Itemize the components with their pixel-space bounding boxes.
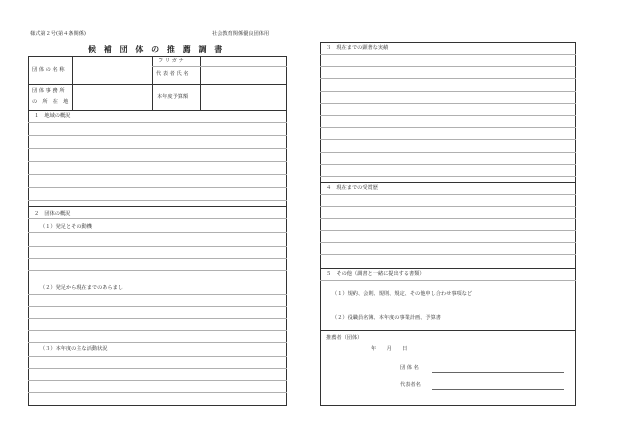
furigana-divider (152, 66, 287, 67)
info-table-row-line (28, 84, 287, 85)
subsection-activities: （３）本年度の主な活動状況 (40, 346, 108, 352)
subsection-founding: （１）発足とその動機 (40, 224, 92, 230)
section-group-overview: ２ 団体の概況 (34, 211, 71, 217)
ruled-line (28, 187, 287, 188)
info-table-row-line (28, 110, 287, 111)
ruled-line (320, 164, 576, 165)
budget-label: 本年度予算額 (157, 94, 189, 100)
section-achievements: ３ 現在までの顕著な実績 (326, 45, 389, 51)
left-form-box (28, 56, 287, 406)
ruled-line (320, 230, 576, 231)
ruled-line (320, 280, 576, 281)
ruled-line (320, 78, 576, 79)
ruled-line (28, 218, 287, 219)
ruled-line (320, 127, 576, 128)
group-name-label: 団 体 の 名 称 (32, 67, 65, 73)
section-divider (320, 330, 576, 331)
document-item-roster: （２）役職員名簿、本年度の事業計画、予算書 (332, 315, 441, 321)
ruled-line (320, 115, 576, 116)
section-other-documents: ５ その他（調書と一緒に提出する書類） (326, 271, 425, 277)
ruled-line (28, 392, 287, 393)
ruled-line (28, 122, 287, 123)
ruled-line (28, 368, 287, 369)
ruled-line (28, 342, 287, 343)
ruled-line (320, 176, 576, 177)
ruled-line (28, 330, 287, 331)
form-number: 様式第２号(第４条関係) (30, 31, 86, 37)
ruled-line (320, 54, 576, 55)
info-table-divider (152, 56, 153, 110)
info-table-divider (72, 56, 73, 110)
ruled-line (28, 258, 287, 259)
ruled-line (320, 254, 576, 255)
document-item-rules: （１）規約、会則、規則、規定、その他申し合わせ事項など (332, 291, 473, 297)
ruled-line (320, 242, 576, 243)
ruled-line (28, 380, 287, 381)
page-title: 候 補 団 体 の 推 薦 調 書 (88, 44, 225, 54)
representative-label: 代 表 者 氏 名 (156, 71, 189, 77)
ruled-line (28, 135, 287, 136)
form-usage-label: 社会教育関係優良団体用 (212, 31, 270, 37)
group-name-field-label: 団 体 名 (400, 365, 419, 371)
representative-signature-line (432, 389, 564, 390)
info-table-divider (200, 56, 201, 110)
office-address-label: 団 体 事 務 所 (32, 88, 65, 94)
subsection-history: （２）発足から現在までのあらまし (40, 285, 124, 291)
section-awards: ４ 現在までの受賞歴 (326, 185, 378, 191)
ruled-line (320, 218, 576, 219)
recommender-label: 推薦者（団体） (326, 335, 363, 341)
ruled-line (28, 174, 287, 175)
date-field: 年 月 日 (371, 346, 408, 352)
ruled-line (28, 294, 287, 295)
ruled-line (28, 148, 287, 149)
ruled-line (320, 152, 576, 153)
ruled-line (28, 232, 287, 233)
ruled-line (320, 206, 576, 207)
ruled-line (28, 246, 287, 247)
ruled-line (320, 139, 576, 140)
ruled-line (28, 270, 287, 271)
representative-field-label: 代表者名 (400, 382, 421, 388)
right-form-box (320, 42, 576, 406)
ruled-line (320, 91, 576, 92)
furigana-label: フ リ ガ ナ (158, 58, 184, 64)
ruled-line (28, 318, 287, 319)
section-divider (28, 206, 287, 207)
ruled-line (28, 161, 287, 162)
ruled-line (320, 103, 576, 104)
group-name-signature-line (432, 372, 564, 373)
section-divider (320, 268, 576, 269)
section-divider (320, 182, 576, 183)
ruled-line (320, 66, 576, 67)
ruled-line (28, 200, 287, 201)
office-address-label: の 所 在 地 (32, 99, 69, 105)
ruled-line (28, 306, 287, 307)
ruled-line (320, 194, 576, 195)
ruled-line (28, 356, 287, 357)
section-regional-overview: １ 地域の概況 (34, 113, 71, 119)
